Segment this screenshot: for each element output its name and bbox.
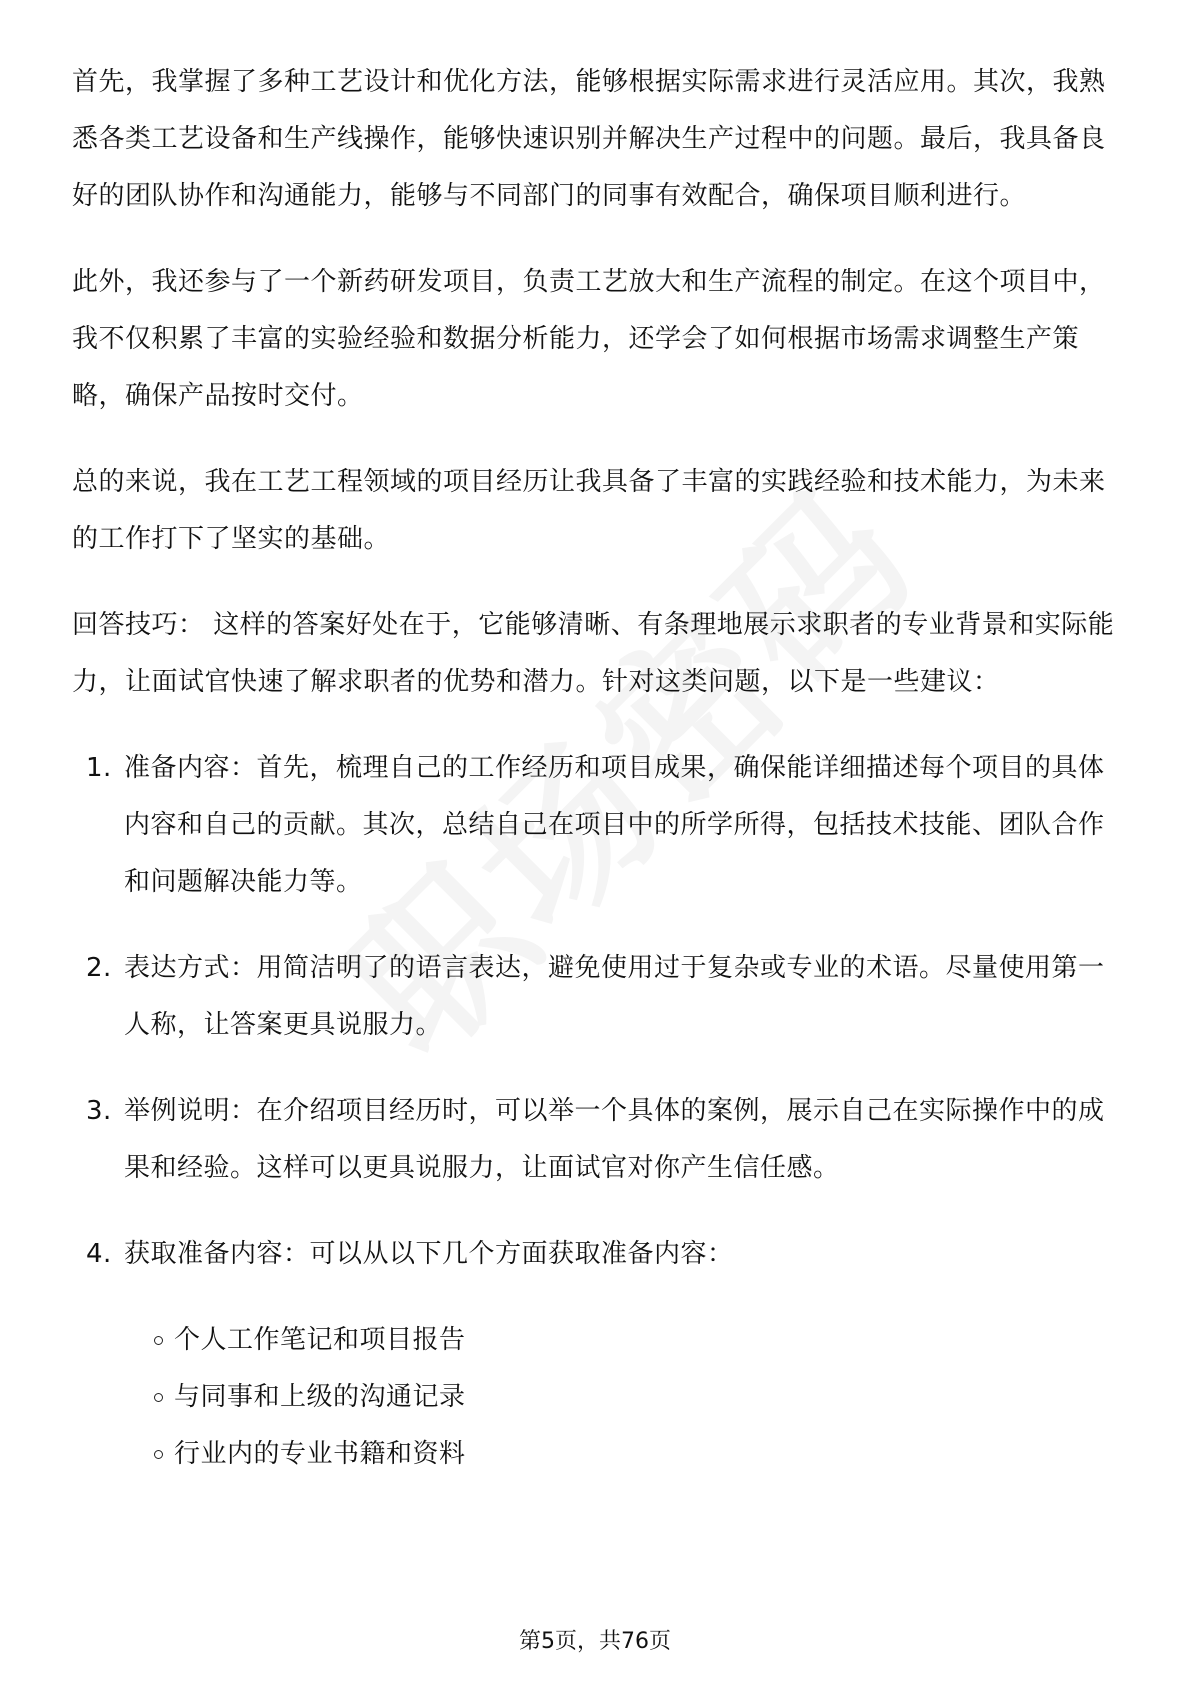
paragraph: 总的来说，我在工艺工程领域的项目经历让我具备了丰富的实践经验和技术能力，为未来的工作打下了坚实的基础。 — [72, 467, 1106, 554]
list-item — [72, 940, 1122, 1054]
list-number: 2. — [86, 953, 112, 983]
list-item — [72, 1083, 1122, 1197]
sub-list-item-text: 与同事和上级的沟通记录 — [174, 1382, 466, 1412]
list-item-text: 准备内容：首先，梳理自己的工作经历和项目成果，确保能详细描述每个项目的具体内容和自己的贡献。其次，总结自己在项目中的所学所得，包括技术技能、团队合作和问题解决能力等。 — [124, 753, 1105, 897]
bullet-circle-icon — [154, 1393, 163, 1402]
sub-list — [124, 1312, 1122, 1483]
page-number-footer: 第5页，共76页 — [519, 1629, 671, 1654]
bullet-circle-icon — [154, 1336, 163, 1345]
list-item-text: 获取准备内容：可以从以下几个方面获取准备内容： — [124, 1239, 734, 1269]
tips-list — [72, 740, 1122, 1483]
sub-list-item — [124, 1426, 1122, 1483]
sub-list-item — [124, 1312, 1122, 1369]
sub-list-item — [124, 1369, 1122, 1426]
bullet-circle-icon — [154, 1450, 163, 1459]
list-number: 3. — [86, 1096, 112, 1126]
sub-list-item-text: 行业内的专业书籍和资料 — [174, 1439, 466, 1469]
paragraph: 回答技巧： 这样的答案好处在于，它能够清晰、有条理地展示求职者的专业背景和实际能力，让面试官快速了解求职者的优势和潜力。针对这类问题，以下是一些建议： — [72, 610, 1115, 697]
list-item — [72, 740, 1122, 911]
paragraph: 此外，我还参与了一个新药研发项目，负责工艺放大和生产流程的制定。在这个项目中，我不仅积累了丰富的实验经验和数据分析能力，还学会了如何根据市场需求调整生产策略，确保产品按时交付。 — [72, 267, 1106, 411]
list-item-text: 举例说明：在介绍项目经历时，可以举一个具体的案例，展示自己在实际操作中的成果和经验。这样可以更具说服力，让面试官对你产生信任感。 — [124, 1096, 1105, 1183]
paragraph: 首先，我掌握了多种工艺设计和优化方法，能够根据实际需求进行灵活应用。其次，我熟悉各类工艺设备和生产线操作，能够快速识别并解决生产过程中的问题。最后，我具备良好的团队协作和沟通能力，能够与不同部门的同事有效配合，确保项目顺利进行。 — [72, 67, 1106, 211]
list-item — [72, 1226, 1122, 1483]
list-item-text: 表达方式：用简洁明了的语言表达，避免使用过于复杂或专业的术语。尽量使用第一人称，让答案更具说服力。 — [124, 953, 1105, 1040]
page-content — [72, 54, 1122, 1512]
list-number: 4. — [86, 1239, 112, 1269]
list-number: 1. — [86, 753, 112, 783]
sub-list-item-text: 个人工作笔记和项目报告 — [174, 1325, 466, 1355]
